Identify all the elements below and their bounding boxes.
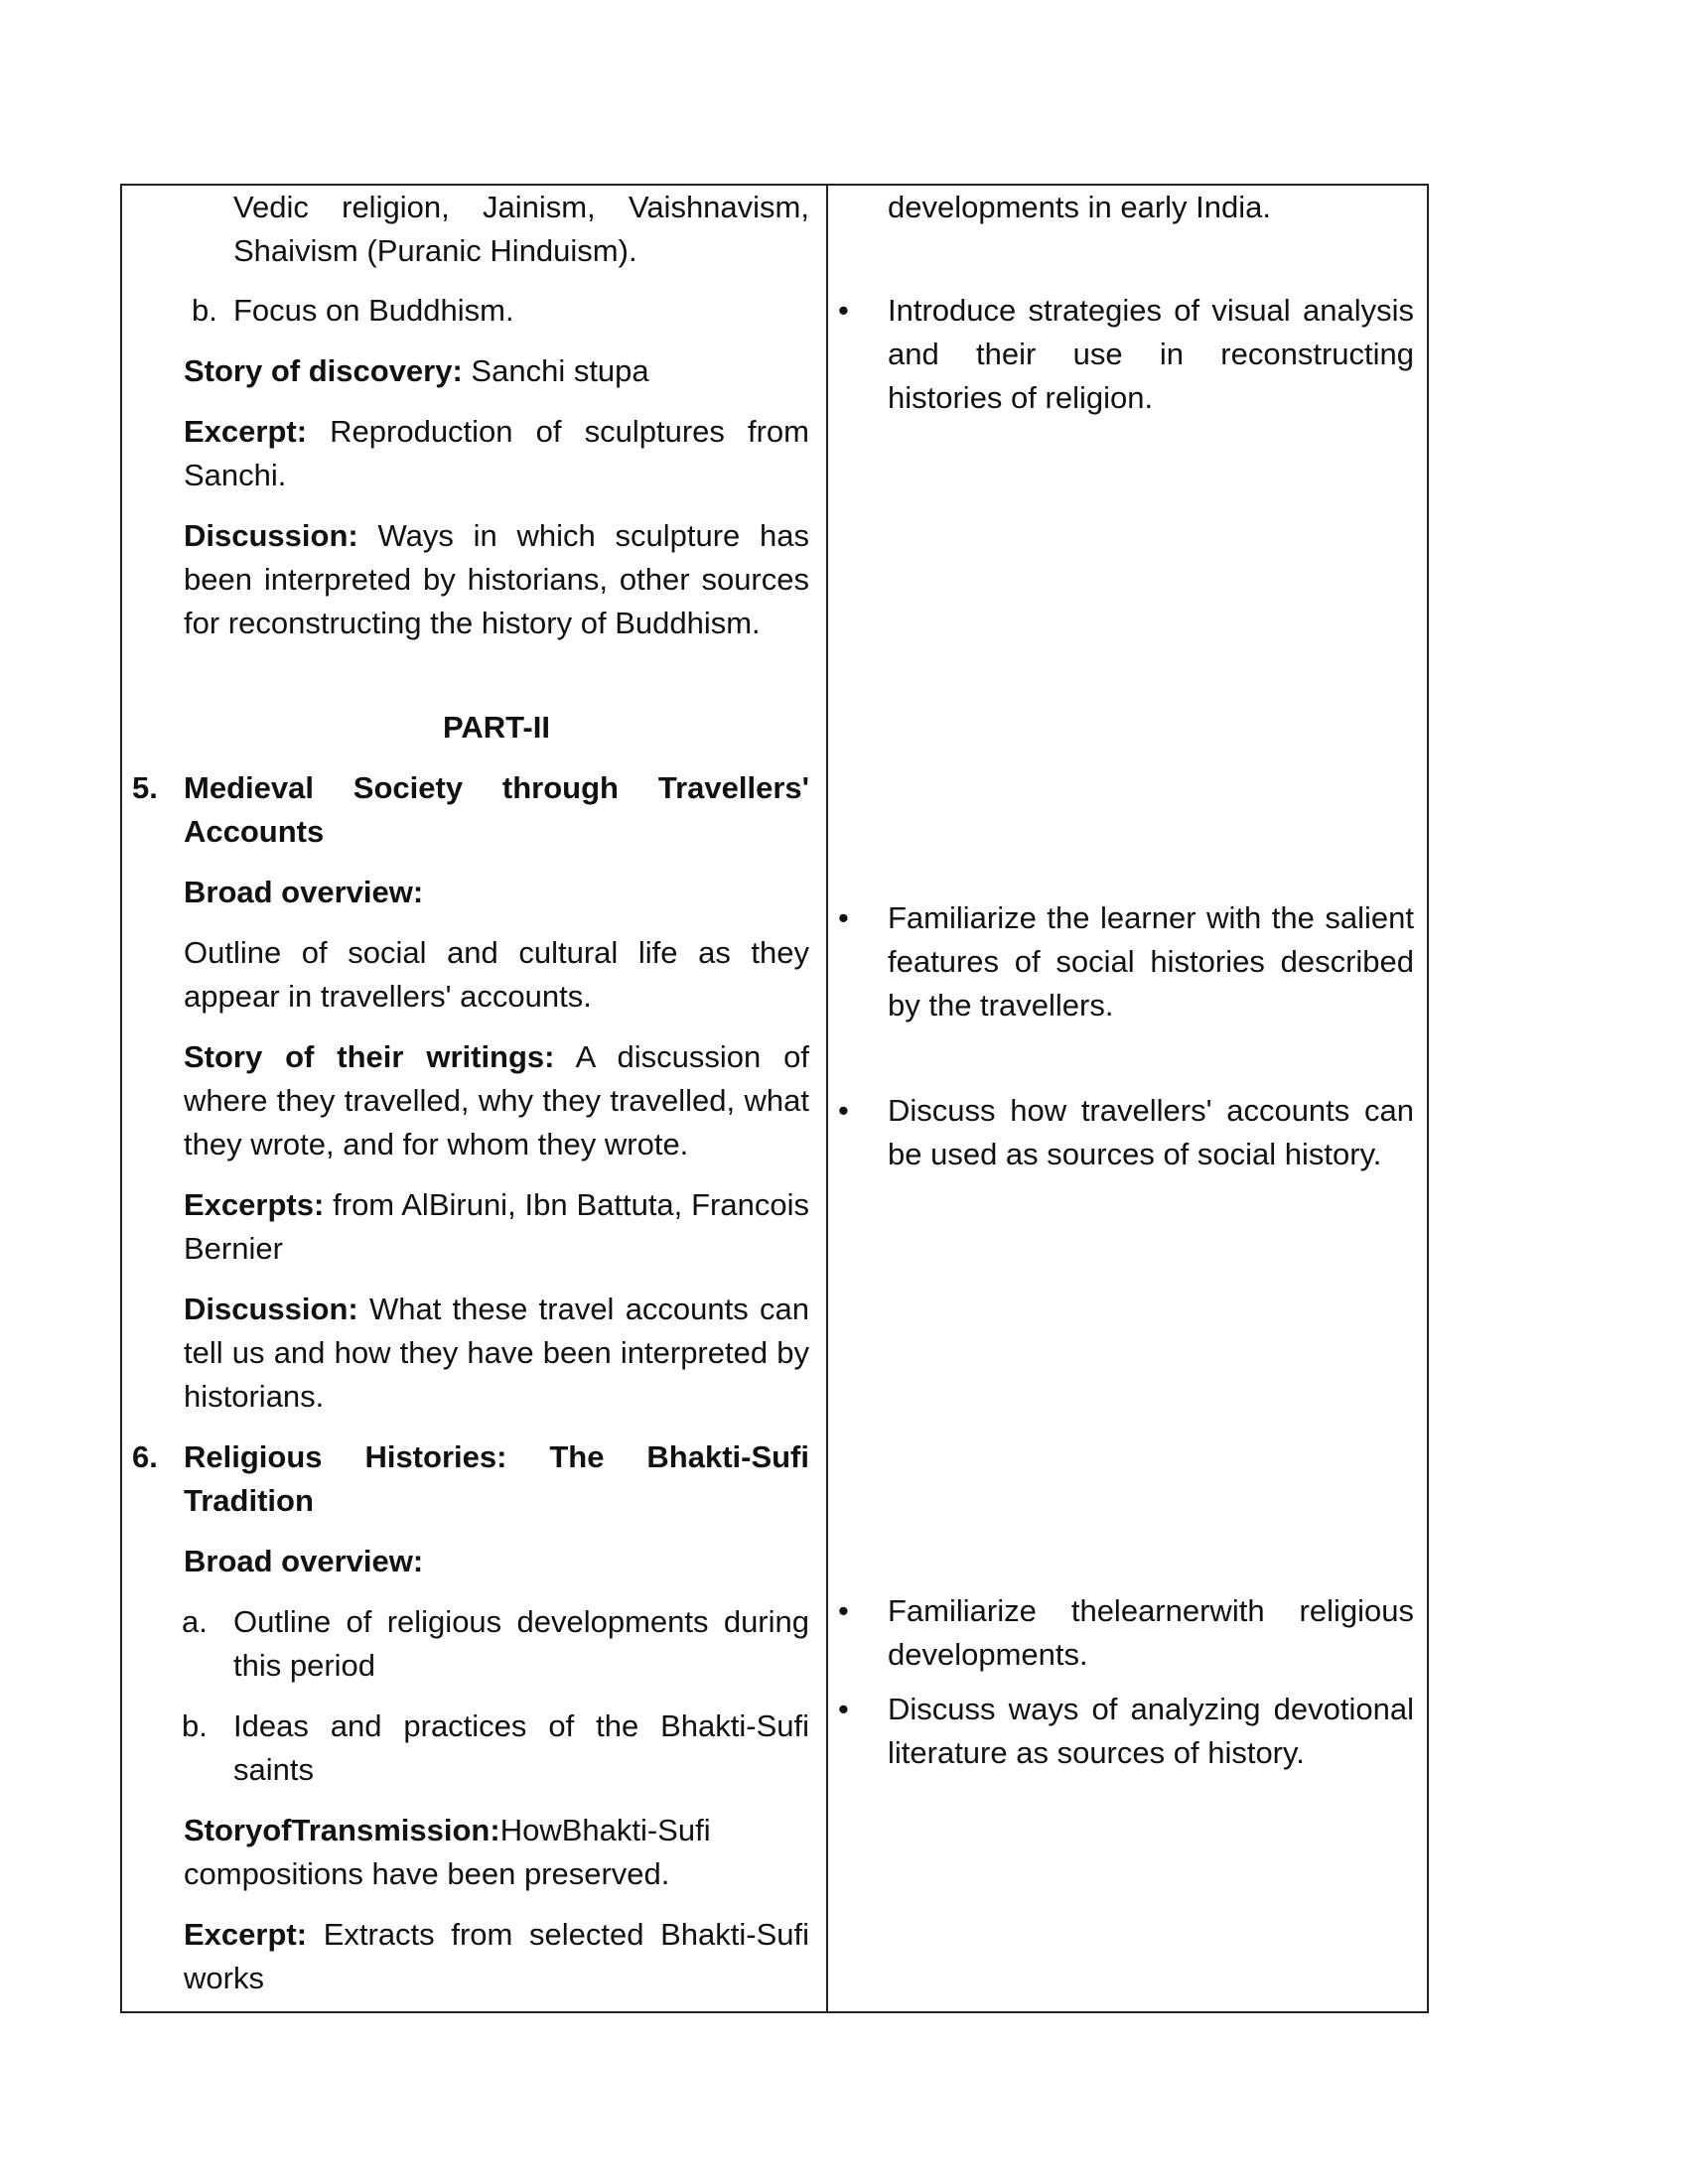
- s6-item-b-text: Ideas and practices of the Bhakti-Sufi saints: [233, 1708, 809, 1787]
- objective-4: Familiarize thelearnerwith religious developments.: [888, 1593, 1414, 1672]
- excerpt-text: Reproduction of sculptures from Sanchi.: [184, 414, 809, 492]
- excerpt-label: Excerpt:: [184, 414, 308, 449]
- item-b-text: Focus on Buddhism.: [233, 293, 514, 328]
- objective-1: Introduce strategies of visual analysis and their use in reconstructing histories of religion.: [888, 293, 1414, 415]
- story-text: Sanchi stupa: [462, 353, 649, 388]
- s5-story-label: Story of their writings:: [184, 1039, 555, 1074]
- s6-item-a-marker: a.: [182, 1604, 208, 1639]
- objective-3: Discuss how travellers' accounts can be used as sources of social history.: [888, 1093, 1414, 1171]
- section6-number: 6.: [132, 1439, 158, 1474]
- section6-title: Religious Histories: The Bhakti-Sufi Tradition: [184, 1439, 809, 1518]
- part-heading: PART-II: [443, 710, 550, 745]
- s6-overview-label: Broad overview:: [184, 1544, 424, 1578]
- s5-discussion-label: Discussion:: [184, 1292, 358, 1326]
- bullet-3: •: [838, 1093, 849, 1128]
- bullet-5: •: [838, 1692, 849, 1726]
- s6-story-text: HowBhakti-Sufi compositions have been preserved.: [184, 1813, 711, 1891]
- s5-story-paragraph: [184, 1035, 809, 1166]
- s5-excerpts-label: Excerpts:: [184, 1187, 325, 1222]
- section5-title: Medieval Society through Travellers' Accounts: [184, 770, 809, 849]
- column-divider: [826, 186, 828, 2011]
- excerpt-paragraph: [184, 410, 809, 497]
- s5-excerpts-text: from AlBiruni, Ibn Battuta, Francois Bernier: [184, 1187, 809, 1266]
- objective-5: Discuss ways of analyzing devotional literature as sources of history.: [888, 1692, 1414, 1770]
- discussion-text: Ways in which sculpture has been interpreted by historians, other sources for reconstructing the history of Buddhism.: [184, 518, 809, 640]
- s5-discussion-text: What these travel accounts can tell us and how they have been interpreted by historians.: [184, 1292, 809, 1414]
- s6-item-b-marker: b.: [182, 1708, 208, 1743]
- content-table: [120, 184, 1429, 2013]
- s6-story-label: StoryofTransmission:: [184, 1813, 500, 1847]
- discussion-paragraph: [184, 514, 809, 645]
- right-continuation: developments in early India.: [888, 190, 1272, 224]
- objective-2: Familiarize the learner with the salient features of social histories described by the travellers.: [888, 900, 1414, 1023]
- s6-story-paragraph: [184, 1809, 809, 1896]
- s5-discussion-paragraph: [184, 1288, 809, 1419]
- bullet-1: •: [838, 293, 849, 328]
- s6-item-a-text: Outline of religious developments during this period: [233, 1604, 809, 1683]
- discussion-label: Discussion:: [184, 518, 358, 553]
- s5-story-text: A discussion of where they travelled, why they travelled, what they wrote, and for whom they wrote.: [184, 1039, 809, 1161]
- s5-overview-text: Outline of social and cultural life as they appear in travellers' accounts.: [184, 935, 809, 1014]
- bullet-4: •: [838, 1593, 849, 1628]
- story-of-discovery: [184, 349, 809, 393]
- s6-excerpt-text: Extracts from selected Bhakti-Sufi works: [184, 1917, 809, 1995]
- religion-list-continuation: Vedic religion, Jainism, Vaishnavism, Shaivism (Puranic Hinduism).: [233, 190, 809, 268]
- item-b-marker: b.: [192, 293, 217, 328]
- s6-excerpt-paragraph: [184, 1913, 809, 2000]
- s6-excerpt-label: Excerpt:: [184, 1917, 308, 1952]
- bullet-2: •: [838, 900, 849, 935]
- s5-overview-label: Broad overview:: [184, 875, 424, 909]
- story-label: Story of discovery:: [184, 353, 463, 388]
- section5-number: 5.: [132, 770, 158, 805]
- s5-excerpts-paragraph: [184, 1183, 809, 1271]
